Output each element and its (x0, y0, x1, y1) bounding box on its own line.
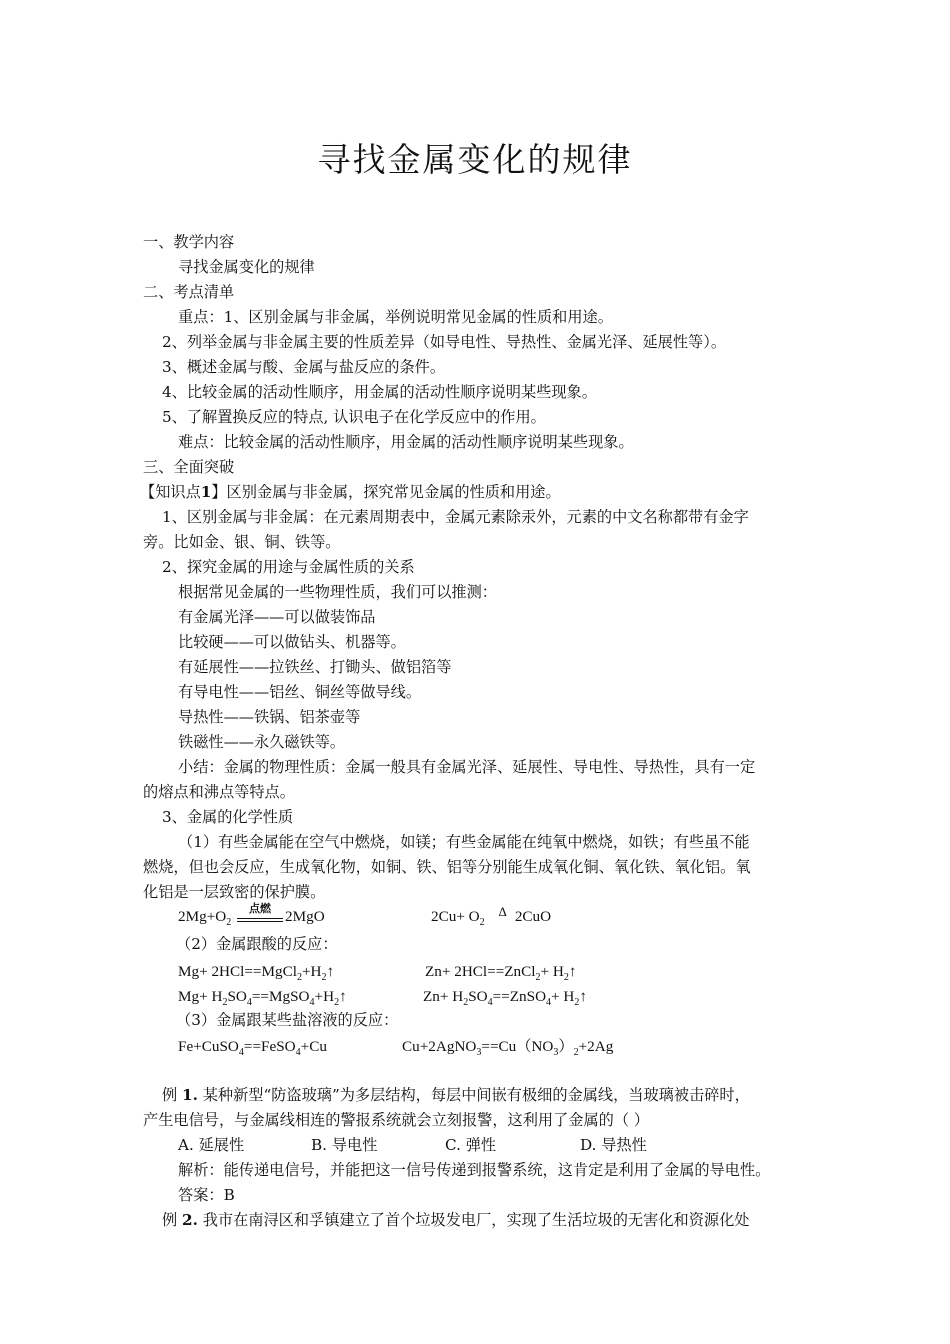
example-1-analysis: 解析：能传递电信号，并能把这一信号传递到报警系统，这肯定是利用了金属的导电性。 (178, 1161, 771, 1179)
focus-item: 4、比较金属的活动性顺序，用金属的活动性顺序说明某些现象。 (162, 383, 597, 401)
equation-mg-hcl: $Mg+ 2HCl==MgCl_2+H_2↑$ (178, 963, 335, 983)
condition-label: 点燃 (249, 902, 272, 915)
section-text-1: 寻找金属变化的规律 (178, 258, 315, 276)
paragraph-line: 化铝是一层致密的保护膜。 (143, 883, 326, 901)
paragraph-line: （1）有些金属能在空气中燃烧，如镁；有些金属能在纯氧中燃烧，如铁；有些虽不能 (178, 833, 750, 851)
heat-condition: Δ (498, 904, 507, 919)
paragraph-line: （3）金属跟某些盐溶液的反应： (176, 1011, 399, 1029)
property-item: 有延展性——拉铁丝、打锄头、做铝箔等 (178, 658, 452, 676)
option-b: B. 导电性 (311, 1136, 378, 1154)
paragraph-line: 燃烧，但也会反应，生成氧化物，如铜、铁、铝等分别能生成氧化铜、氧化铁、氧化铝。氧 (143, 858, 751, 876)
focus-line: 重点：1、区别金属与非金属，举例说明常见金属的性质和用途。 (178, 308, 613, 326)
focus-item: 3、概述金属与酸、金属与盐反应的条件。 (162, 358, 446, 376)
property-item: 比较硬——可以做钻头、机器等。 (178, 633, 406, 651)
equation-zn-h2so4: $Zn+ H_2SO_4==ZnSO_4+$ $H_2↑$ (423, 988, 587, 1008)
equation-cu-agno3: $Cu+2AgNO_3==Cu(NO_3)_2+2Ag$ (402, 1038, 614, 1058)
paragraph-line: 2、探究金属的用途与金属性质的关系 (162, 558, 415, 576)
property-item: 铁磁性——永久磁铁等。 (178, 733, 346, 751)
equation-fe-cuso4: Fe+CuSO$_4$==FeSO$_4$+Cu (178, 1038, 327, 1058)
section-heading-1: 一、教学内容 (143, 233, 235, 251)
paragraph-line: （2）金属跟酸的反应： (176, 935, 338, 953)
paragraph-line: 旁。比如金、银、铜、铁等。 (143, 533, 341, 551)
property-item: 导热性——铁锅、铝茶壶等 (178, 708, 361, 726)
paragraph-line: 根据常见金属的一些物理性质，我们可以推测： (178, 583, 497, 601)
section-heading-2: 二、考点清单 (143, 283, 235, 301)
equation-zn-hcl: Zn+ 2HCl==ZnCl$_2$+ $H_2↑$ (425, 963, 577, 983)
example-1-question: 产生电信号，与金属线相连的警报系统就会立刻报警，这利用了金属的（ ） (143, 1111, 650, 1129)
focus-item: 2、列举金属与非金属主要的性质差异（如导电性、导热性、金属光泽、延展性等）。 (162, 333, 727, 351)
section-heading-3: 三、全面突破 (143, 458, 235, 476)
option-a: A. 延展性 (178, 1136, 245, 1154)
equation-mg-h2so4: $Mg+ H_2SO_4==MgSO_4+H_2↑$ (178, 988, 347, 1008)
option-d: D. 导热性 (580, 1136, 647, 1154)
knowledge-point-heading: 【知识点1】区别金属与非金属，探究常见金属的性质和用途。 (140, 483, 561, 501)
equation-mg-o2: $2Mg+O_2$ 点燃 2MgO (178, 907, 325, 927)
example-1-answer: 答案：B (178, 1186, 235, 1204)
summary-line: 的熔点和沸点等特点。 (143, 783, 295, 801)
page-title: 寻找金属变化的规律 (317, 140, 633, 179)
example-1-question: 例 1. 某种新型“防盗玻璃”为多层结构，每层中间嵌有极细的金属线，当玻璃被击碎时， (162, 1086, 750, 1104)
example-2-question: 例 2. 我市在南浔区和孚镇建立了首个垃圾发电厂，实现了生活垃圾的无害化和资源化处 (162, 1211, 750, 1229)
focus-item: 5、了解置换反应的特点, 认识电子在化学反应中的作用。 (162, 408, 546, 426)
paragraph-line: 3、金属的化学性质 (162, 808, 294, 826)
equation-cu-o2: $2Cu+ O_2$ Δ 2CuO (431, 904, 552, 928)
property-item: 有导电性——铝丝、铜丝等做导线。 (178, 683, 421, 701)
difficulty-line: 难点：比较金属的活动性顺序，用金属的活动性顺序说明某些现象。 (178, 433, 634, 451)
property-item: 有金属光泽——可以做装饰品 (178, 608, 376, 626)
option-c: C. 弹性 (445, 1136, 497, 1154)
summary-line: 小结：金属的物理性质：金属一般具有金属光泽、延展性、导电性、导热性，具有一定 (178, 758, 756, 776)
paragraph-line: 1、区别金属与非金属：在元素周期表中，金属元素除汞外，元素的中文名称都带有金字 (162, 508, 749, 526)
